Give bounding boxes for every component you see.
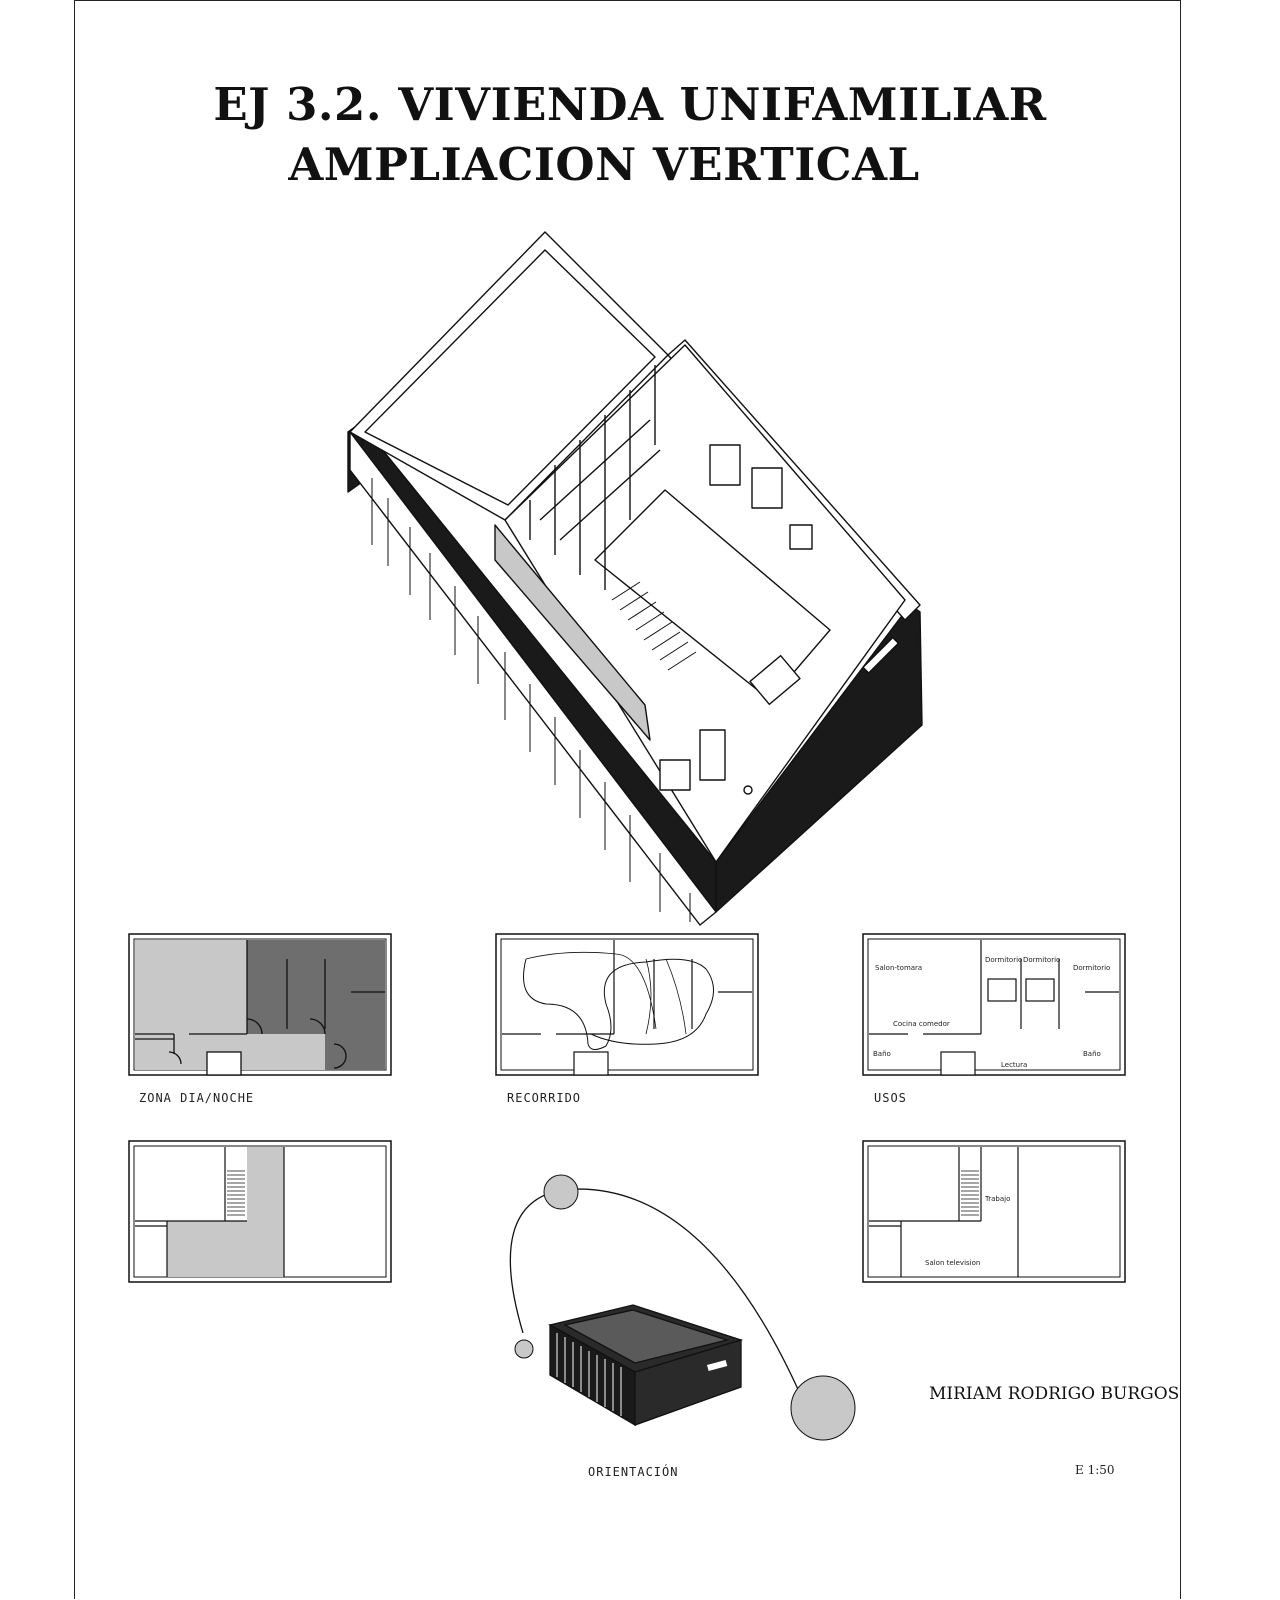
room-salon-television: Salon television — [925, 1259, 981, 1267]
orientation-label: ORIENTACIÓN — [588, 1465, 679, 1479]
room-dormitorio-1: Dormitorio — [985, 956, 1023, 964]
room-dormitorio-2: Dormitorio — [1023, 956, 1061, 964]
room-lectura: Lectura — [1001, 1061, 1028, 1069]
author-name: MIRIAM RODRIGO BURGOS — [929, 1384, 1180, 1404]
sun-evening — [791, 1376, 855, 1440]
plan-upper-usos — [863, 1141, 1125, 1283]
room-bano-1: Baño — [873, 1050, 891, 1058]
sun-low — [515, 1340, 533, 1358]
room-salon: Salon-tomara — [875, 964, 923, 972]
title-line-2: AMPLIACION VERTICAL — [288, 138, 920, 191]
title-line-1: EJ 3.2. VIVIENDA UNIFAMILIAR — [213, 78, 1047, 131]
room-dormitorio-3: Dormitorio — [1073, 964, 1111, 972]
plan-recorrido — [496, 934, 758, 1076]
house-3d-model — [550, 1305, 741, 1425]
plan-zona-dia-noche — [129, 934, 391, 1076]
sun-morning — [544, 1175, 578, 1209]
scale-label: E 1:50 — [1075, 1463, 1115, 1477]
plan-usos-labels — [863, 934, 1125, 1076]
room-bano-2: Baño — [1083, 1050, 1101, 1058]
plan-recorrido-label: RECORRIDO — [507, 1091, 582, 1105]
plan-usos-label: USOS — [874, 1091, 907, 1105]
orientation-diagram — [505, 1165, 865, 1465]
room-cocina: Cocina comedor — [893, 1020, 950, 1028]
room-trabajo: Trabajo — [985, 1195, 1011, 1203]
plan-zona-label: ZONA DIA/NOCHE — [139, 1091, 255, 1105]
zona-dia — [135, 940, 247, 1070]
zona-noche-lower — [325, 1034, 385, 1070]
plan-upper-zona — [129, 1141, 391, 1283]
